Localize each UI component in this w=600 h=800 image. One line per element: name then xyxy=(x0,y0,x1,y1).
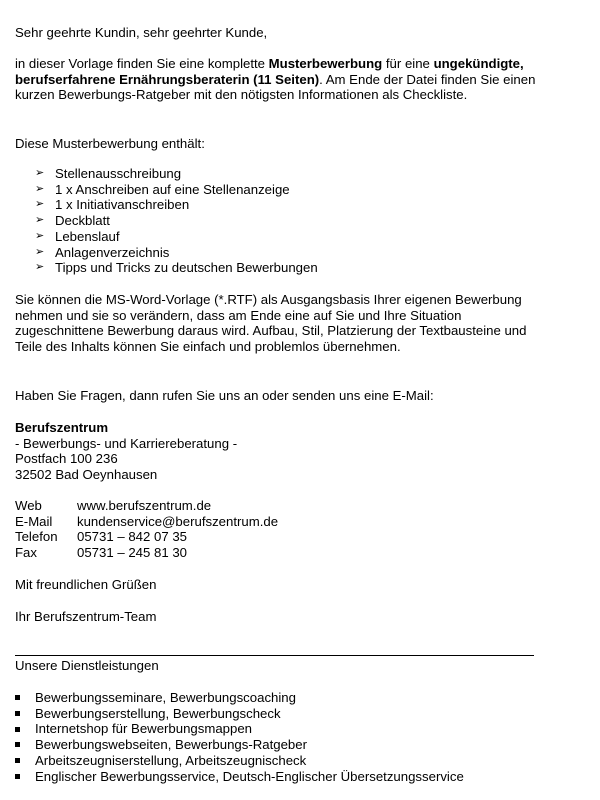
contents-heading: Diese Musterbewerbung enthält: xyxy=(15,136,205,151)
list-item: ➢ 1 x Anschreiben auf eine Stellenanzeige xyxy=(35,181,290,197)
square-bullet-icon xyxy=(15,711,20,716)
list-item: ➢ Tipps und Tricks zu deutschen Bewerbungen xyxy=(35,260,318,276)
list-item: Bewerbungserstellung, Bewerbungscheck xyxy=(15,706,464,722)
arrow-bullet-icon: ➢ xyxy=(35,167,45,179)
company-postbox: Postfach 100 236 xyxy=(15,451,118,466)
list-item: ➢ Deckblatt xyxy=(35,213,110,229)
signature: Ihr Berufszentrum-Team xyxy=(15,609,157,624)
list-item: ➢ Lebenslauf xyxy=(35,228,120,244)
square-bullet-icon xyxy=(15,695,20,700)
square-bullet-icon xyxy=(15,727,20,732)
intro-paragraph xyxy=(15,56,545,103)
contact-row-fax: Fax 05731 – 245 81 30 xyxy=(15,544,188,560)
email-link[interactable]: kundenservice@berufszentrum.de xyxy=(77,513,279,529)
arrow-bullet-icon: ➢ xyxy=(35,198,45,211)
list-item: Englischer Bewerbungsservice, Deutsch-Englischer Übersetzungsservice xyxy=(15,769,464,785)
contents-list xyxy=(35,166,318,276)
body-paragraph: Sie können die MS-Word-Vorlage (*.RTF) als Ausgangsbasis Ihrer eigenen Bewerbung nehmen und sie so verändern, dass am Ende eine auf Sie und Ihre Situation zugeschnittene Bewerbung daraus wird. Aufbau, Stil, Platzierung der Textbausteine und Teile des Inhalts können Sie einfach und problemlos übernehmen. xyxy=(15,292,527,354)
list-item: Bewerbungsseminare, Bewerbungscoaching xyxy=(15,690,464,706)
square-bullet-icon xyxy=(15,774,20,779)
closing: Mit freundlichen Grüßen xyxy=(15,577,157,592)
fax-value: 05731 – 245 81 30 xyxy=(77,544,188,560)
arrow-bullet-icon: ➢ xyxy=(35,229,45,242)
arrow-bullet-icon: ➢ xyxy=(35,245,45,258)
list-item: Bewerbungswebseiten, Bewerbungs-Ratgeber xyxy=(15,737,464,753)
company-city: 32502 Bad Oeynhausen xyxy=(15,466,158,482)
divider xyxy=(15,655,534,656)
square-bullet-icon xyxy=(15,758,20,763)
contact-block xyxy=(15,498,278,560)
services-list xyxy=(15,690,464,784)
arrow-bullet-icon: ➢ xyxy=(35,182,45,195)
list-item: ➢ Stellenausschreibung xyxy=(35,166,182,181)
intro-text-2: für eine xyxy=(382,56,434,71)
list-item: Arbeitszeugniserstellung, Arbeitszeugnischeck xyxy=(15,753,464,769)
services-title: Unsere Dienstleistungen xyxy=(15,658,159,673)
company-address xyxy=(15,420,237,482)
list-item: ➢ Anlagenverzeichnis xyxy=(35,244,170,260)
company-tagline: - Bewerbungs- und Karriereberatung - xyxy=(15,435,238,451)
intro-text-1: in dieser Vorlage finden Sie eine komplette xyxy=(15,56,269,71)
square-bullet-icon xyxy=(15,742,20,747)
arrow-bullet-icon: ➢ xyxy=(35,214,45,227)
intro-bold-1: Musterbewerbung xyxy=(268,56,383,71)
list-item: ➢ 1 x Initiativanschreiben xyxy=(35,197,190,213)
questions-line: Haben Sie Fragen, dann rufen Sie uns an oder senden uns eine E-Mail: xyxy=(15,388,434,403)
greeting: Sehr geehrte Kundin, sehr geehrter Kunde, xyxy=(15,25,268,40)
contact-row-web: Web www.berufszentrum.de xyxy=(15,498,212,513)
company-name: Berufszentrum xyxy=(15,420,109,435)
phone-value: 05731 – 842 07 35 xyxy=(77,529,188,544)
intro-bold-2: ungekündigte, berufserfahrene Ernährungsberaterin (11 Seiten) xyxy=(15,56,524,87)
intro-text-3: . Am Ende der Datei finden Sie einen kurzen Bewerbungs-Ratgeber mit den nötigsten Informationen als Checkliste. xyxy=(15,71,536,102)
contact-row-email: E-Mail kundenservice@berufszentrum.de xyxy=(15,513,279,529)
arrow-bullet-icon: ➢ xyxy=(35,261,45,274)
contact-row-phone: Telefon 05731 – 842 07 35 xyxy=(15,529,188,544)
list-item: Internetshop für Bewerbungsmappen xyxy=(15,721,464,737)
web-link[interactable]: www.berufszentrum.de xyxy=(77,498,212,513)
